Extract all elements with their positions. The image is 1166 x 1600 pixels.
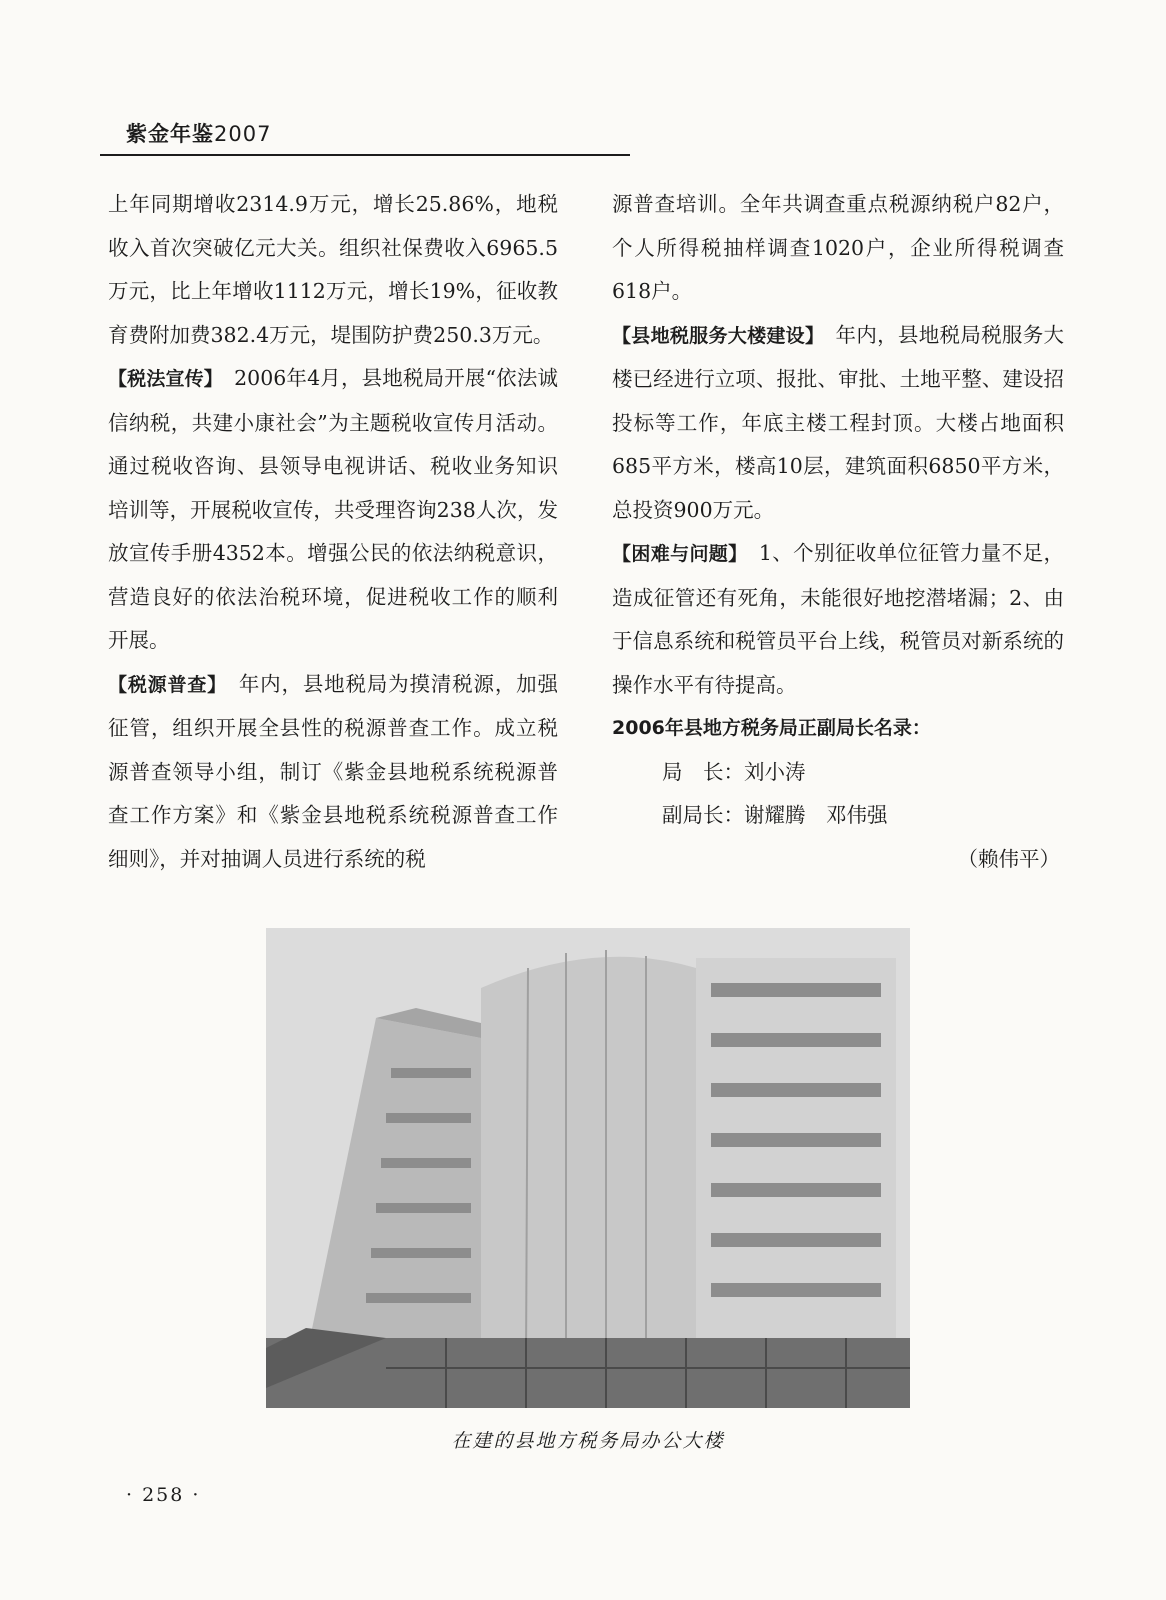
section-tag-tax-law: 【税法宣传】: [108, 368, 214, 390]
left-paragraph-2: [108, 357, 558, 663]
building-photo: [266, 928, 910, 1408]
left-paragraph-3: [108, 663, 558, 882]
roster-title: 2006年县地方税务局正副局长名录：: [612, 717, 931, 739]
left-paragraph-2-text: 2006年4月，县地税局开展“依法诚信纳税，共建小康社会”为主题税收宣传月活动。通过税收咨询、县领导电视讲话、税收业务知识培训等，开展税收宣传，共受理咨询238人次，发放宣传手册4352本。增强公民的依法纳税意识，营造良好的依法治税环境，促进税收工作的顺利开展。: [108, 366, 558, 652]
right-paragraph-3-text: 1、个别征收单位征管力量不足，造成征管还有死角，未能很好地挖潜堵漏；2、由于信息系统和税管员平台上线，税管员对新系统的操作水平有待提高。: [612, 541, 1064, 697]
right-paragraph-2: [612, 314, 1064, 533]
section-tag-problems: 【困难与问题】: [612, 543, 739, 565]
left-column: [108, 183, 558, 881]
left-paragraph-3-text: 年内，县地税局为摸清税源，加强征管，组织开展全县性的税源普查工作。成立税源普查领导小组，制订《紫金县地税系统税源普查工作方案》和《紫金县地税系统税源普查工作细则》，并对抽调人员进行系统的税: [108, 671, 558, 871]
header-year: 2007: [214, 122, 272, 146]
building-illustration: [266, 928, 910, 1408]
left-paragraph-1: 上年同期增收2314.9万元，增长25.86%，地税收入首次突破亿元大关。组织社保费收入6965.5万元，比上年增收1112万元，增长19%，征收教育费附加费382.4万元，堤围防护费250.3万元。: [108, 192, 558, 347]
section-tag-tax-survey: 【税源普查】: [108, 673, 218, 696]
right-column: [612, 183, 1064, 881]
header-title: 紫金年鉴: [126, 122, 214, 146]
right-paragraph-1: 源普查培训。全年共调查重点税源纳税户82户，个人所得税抽样调查1020户，企业所得税调查618户。: [612, 192, 1064, 303]
header-rule: [100, 154, 630, 156]
section-tag-building: 【县地税服务大楼建设】: [612, 324, 815, 347]
right-paragraph-3: [612, 532, 1064, 707]
author-credit: （赖伟平）: [957, 846, 1060, 871]
page-number: · 258 ·: [126, 1484, 201, 1506]
right-paragraph-2-text: 年内，县地税局税服务大楼已经进行立项、报批、审批、土地平整、建设招投标等工作，年底主楼工程封顶。大楼占地面积685平方米，楼高10层，建筑面积6850平方米，总投资900万元。: [612, 322, 1064, 522]
photo-caption: 在建的县地方税务局办公大楼: [451, 1430, 725, 1452]
director-line: 局 长：刘小涛: [662, 759, 806, 784]
running-header: [126, 118, 271, 148]
deputy-line: 副局长：谢耀腾 邓伟强: [662, 803, 888, 827]
